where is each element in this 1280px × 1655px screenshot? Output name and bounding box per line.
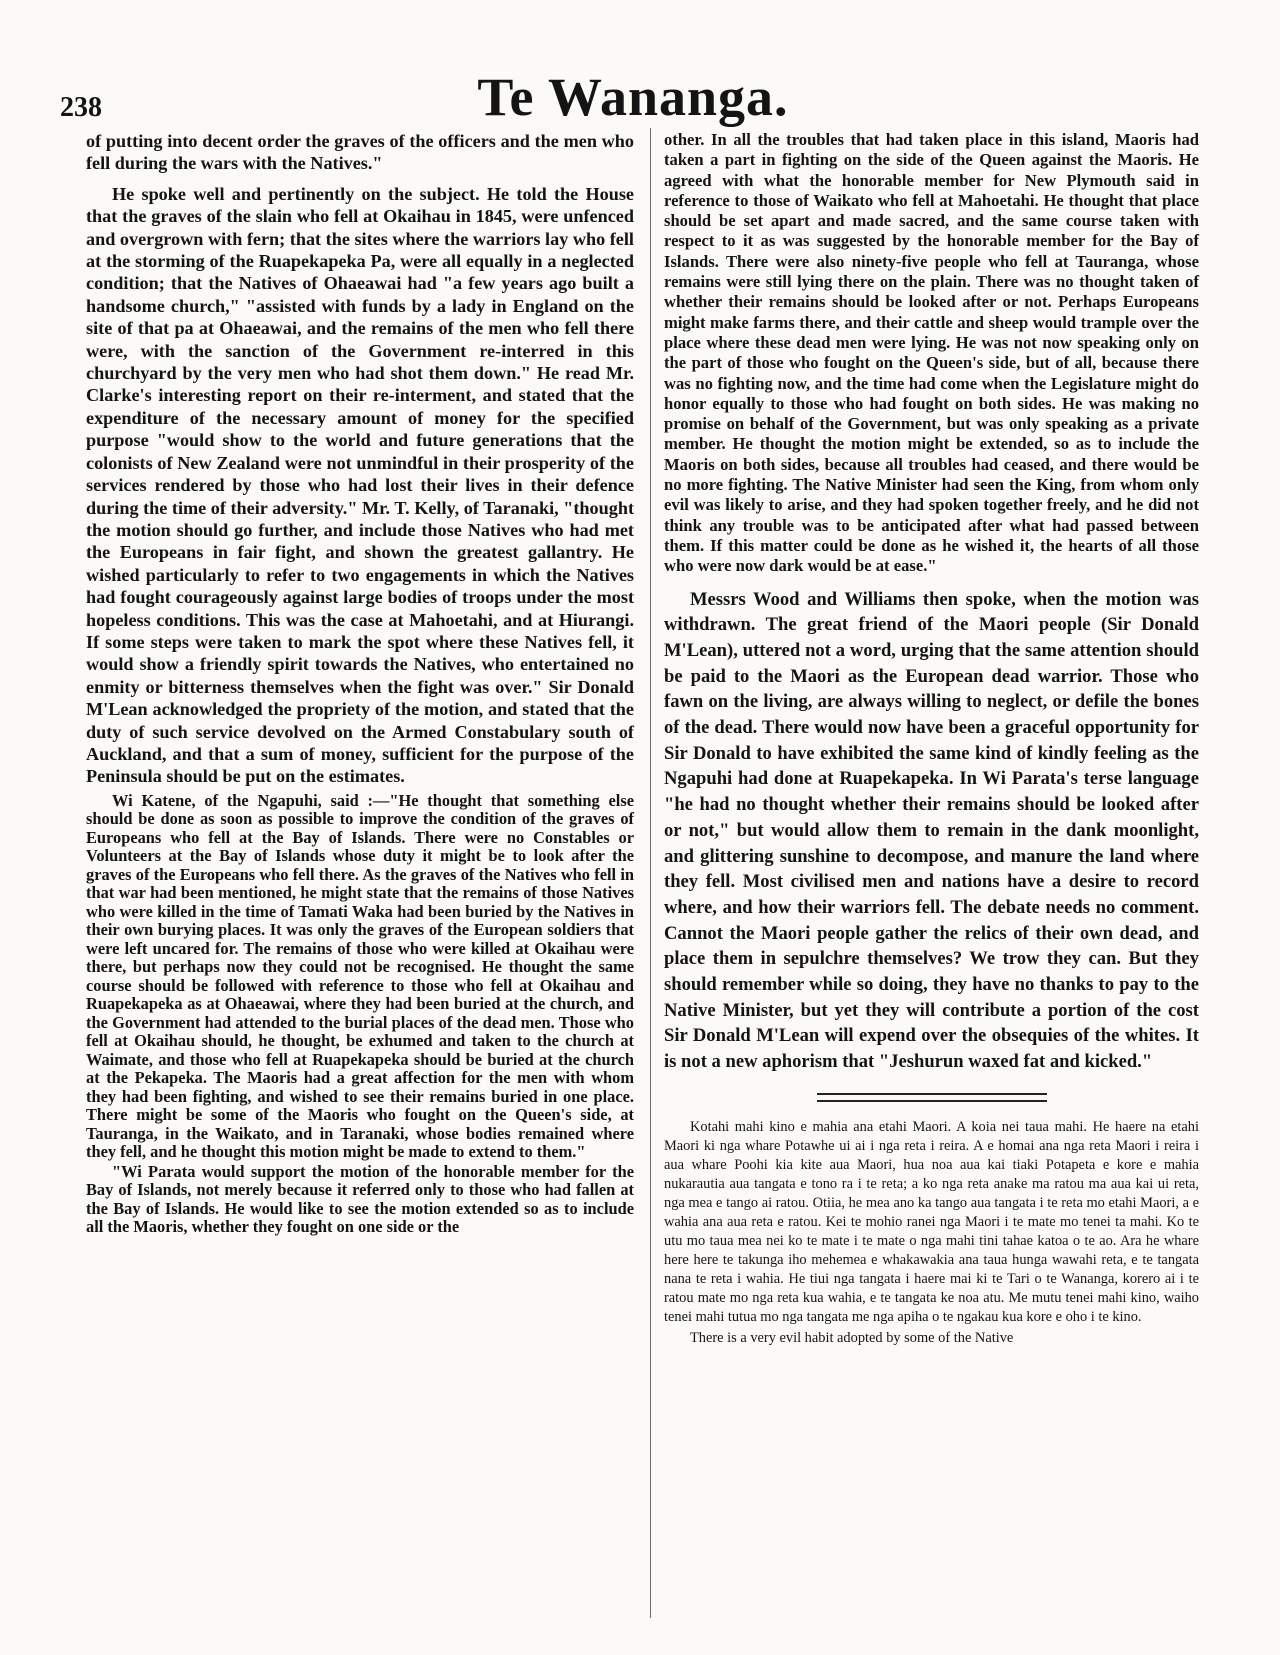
page-number: 238 (60, 92, 102, 123)
english-notice-paragraph: There is a very evil habit adopted by some of the Native (690, 1329, 1014, 1346)
left-paragraph-3: Wi Katene, of the Ngapuhi, said :—"He thought that something else should be done as soon as possible to improve the condition of the graves of Europeans who fell at the Bay of Islands. There were no Constables or Volunteers at the Bay of Islands whose duty it might be to look after the graves of the Europeans who fell there. As the graves of the Natives who fell in that war had been mentioned, he might state that the remains of those Natives who were killed in the time of Tamati Waka had been buried by the Natives in their own burying places. It was only the graves of the European soldiers that were left uncared for. The remains of those who were killed at Okaihau were there, but perhaps now they could not be recognised. He thought the same course should be followed with reference to those who fell at Okaihau and Ruapekapeka as at Ohaeawai, where they had been buried at the church, and the Government had attended to the burial places of the dead men. Those who fell at Okaihau should, he thought, be exhumed and taken to the church at Waimate, and those who fell at Ruapekapeka should be buried at the church at the Pekapeka. The Maoris had a great affection for the men with whom they had been fighting, and wished to see their remains buried in one place. There might be some of the Maoris who fought on the Queen's side, at Tauranga, in the Waikato, and in Taranaki, whose bodies remained where they fell, and he thought this motion might be made to extend to them." (86, 790, 634, 1162)
left-paragraph-4: "Wi Parata would support the motion of the honorable member for the Bay of Islands, not merely because it referred only to those who had fallen at the Bay of Islands. He would like to see the motion extended so as to include all the Maoris, whether they fought on one side or the (86, 1161, 634, 1237)
page-header (58, 58, 1208, 136)
left-paragraph-1: of putting into decent order the graves of the officers and the men who fell during the wars with the Natives." (86, 131, 634, 174)
maori-notice-paragraph: Kotahi mahi kino e mahia ana etahi Maori. A koia nei taua mahi. He haere na etahi Maori ki nga whare Potawhe ui ai i nga reta i reira. A e homai ana nga reta Maori i reira i aua whare Poohi kia kite aua Maori, hua noa aua kai tiaki Potapeta e kore e mahia nukarautia aua tangata e tono ra i te reta; a ko nga reta anake ma ratou ma aua kai ui reta, nga mea e tango ai ratou. Otiia, he mea ano ka tango aua tangata i te reta mo etahi Maori, a e wahia ana aua reta e ratou. Kei te mohio ranei nga Maori i te mate mo tenei ta mahi. Ko te utu mo taua mea nei ko te mate i te mate o nga mahi tini tahae katoa o te ao. Ara he whare here here te takunga iho mehemea e whakawakia ana taua hunga wawahi reta, e te tangata nana te reta i wahia. He tiui nga tangata i haere mai ki te Tari o te Wananga, korero ai i te ratou mate mo nga reta kua wahia, e te tangata ke noa atu. Me mutu tenei mahi kino, waiho tenei mahi tutua mo nga tangata me nga apiha o te ngakau kua kore e oho i te kino. (664, 1118, 1199, 1325)
masthead-title: Te Wananga. (477, 67, 789, 127)
right-paragraph-2: Messrs Wood and Williams then spoke, when the motion was withdrawn. The great friend of the Maori people (Sir Donald M'Lean), uttered not a word, urging that the same attention should be paid to the Maori as the European dead warrior. Those who fawn on the living, are always willing to neglect, or defile the bones of the dead. There would now have been a graceful opportunity for Sir Donald to have exhibited the same kind of kindly feeling as the Ngapuhi had done at Ruapekapeka. In Wi Parata's terse language "he had no thought whether their remains should be looked after or not," but would allow them to remain in the dank moonlight, and glittering sunshine to decompose, and manure the land where they fell. Most civilised men and nations have a desire to record where, and how their warriors fell. The debate needs no comment. Cannot the Maori people gather the relics of their own dead, and place them in sepulchre themselves? We trow they can. But they should remember while so doing, they have no thanks to pay to the Native Minister, but yet they will contribute a portion of the cost Sir Donald M'Lean will expend over the obsequies of the whites. It is not a new aphorism that "Jeshurun waxed fat and kicked." (664, 588, 1199, 1073)
left-paragraph-2: He spoke well and pertinently on the subject. He told the House that the graves of the slain who fell at Okaihau in 1845, were unfenced and overgrown with fern; that the sites where the warriors lay who fell at the storming of the Ruapekapeka Pa, were all equally in a neglected condition; that the Natives of Ohaeawai had "a few years ago built a handsome church," "assisted with funds by a lady in England on the site of that pa at Ohaeawai, and the remains of the men who fell there were, with the sanction of the Government re-interred in this churchyard by the very men who had shot them down." He read Mr. Clarke's interesting report on their re-interment, and stated that the expenditure of the necessary amount of money for the specified purpose "would show to the world and future generations that the colonists of New Zealand were not unmindful in their prosperity of the services rendered by those who had lost their lives in their defence during the time of their adversity." Mr. T. Kelly, of Taranaki, "thought the motion should go further, and include those Natives who had met the Europeans in fair fight, and shown the greatest gallantry. He wished particularly to refer to two engagements in which the Natives had fought courageously against large bodies of troops under the most hopeless conditions. This was the case at Mahoetahi, and at Hiurangi. If some steps were taken to mark the spot where these Natives fell, it would show a friendly spirit towards the Natives, who entertained no enmity or bitterness themselves when the fight was over." Sir Donald M'Lean acknowledged the propriety of the motion, and stated that the duty of such service devolved on the Armed Constabulary south of Auckland, and that a sum of money, sufficient for the purpose of the Peninsula should be put on the estimates. (86, 183, 634, 787)
section-divider-rule (817, 1093, 1047, 1102)
right-column (664, 130, 1199, 1348)
column-divider (650, 128, 651, 1618)
right-paragraph-1: other. In all the troubles that had taken place in this island, Maoris had taken a part in fighting on the side of the Queen against the Maoris. He agreed with what the honorable member for New Plymouth said in reference to those of Waikato who fell at Mahoetahi. He thought that place should be set apart and made sacred, and the same course taken with respect to it as was suggested by the honorable member for the Bay of Islands. There were also ninety-five people who fell at Tauranga, whose remains were still lying there on the plain. There was no thought taken of whether their remains should be looked after or not. Perhaps Europeans might make farms there, and their cattle and sheep would trample over the place where these dead men were lying. He was not now speaking only on the part of those who fought on the Queen's side, but of all, because there was no fighting now, and the time had come when the Legislature might do honor equally to those who had fought on both sides. He was making no promise on behalf of the Government, but was only speaking as a private member. He thought the motion might be extended, so as to include the Maoris on both sides, because all troubles had ceased, and there would be no more fighting. The Native Minister had seen the King, from whom only evil was likely to arise, and they had spoken together freely, and he did not think any trouble was to be anticipated after what had passed between them. If this matter could be done as he wished it, the hearts of all those who were now dark would be at ease." (664, 130, 1199, 576)
left-column (86, 130, 634, 1237)
